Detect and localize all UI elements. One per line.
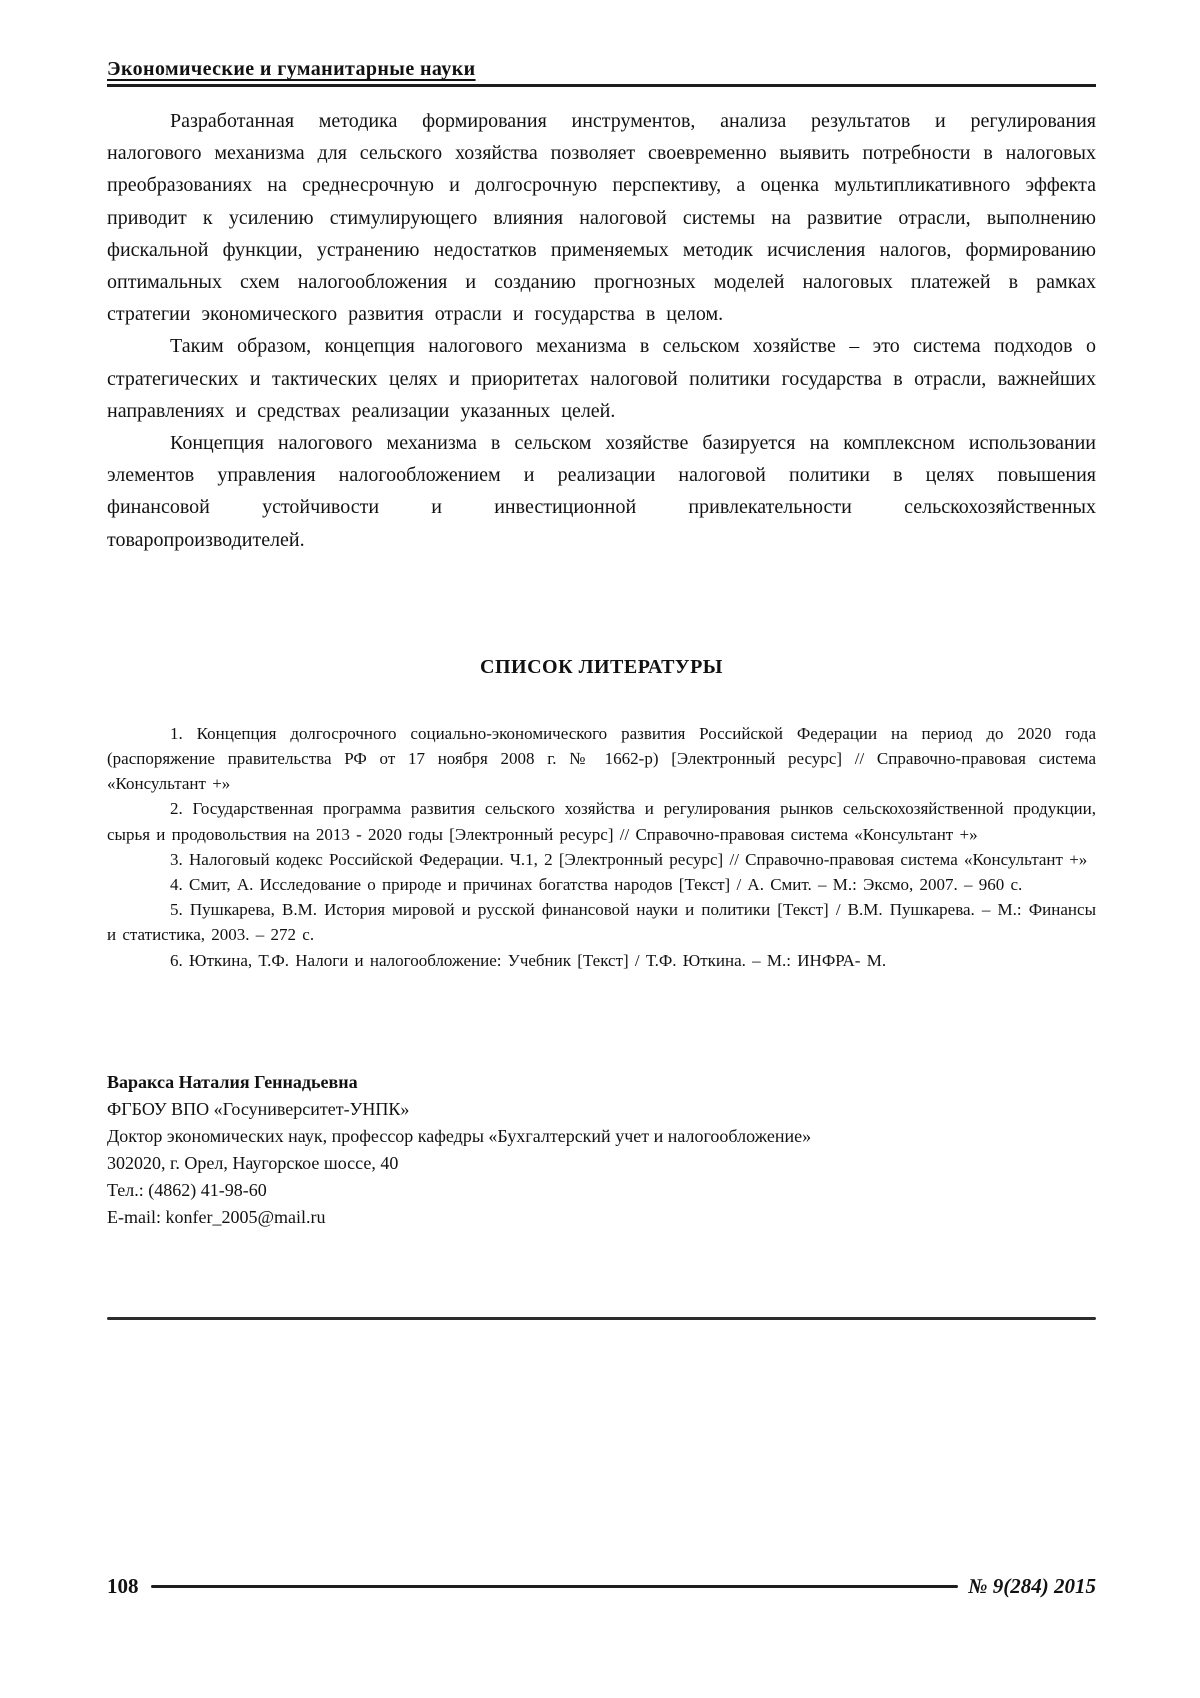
author-email: E-mail: konfer_2005@mail.ru bbox=[107, 1206, 326, 1227]
author-phone: Тел.: (4862) 41-98-60 bbox=[107, 1179, 267, 1200]
author-address: 302020, г. Орел, Наугорское шоссе, 40 bbox=[107, 1152, 399, 1173]
author-name: Варакса Наталия Геннадьевна bbox=[107, 1071, 358, 1092]
running-title: Экономические и гуманитарные науки bbox=[107, 58, 476, 80]
running-header bbox=[107, 58, 1096, 87]
reference-item: 6. Юткина, Т.Ф. Налоги и налогообложение: Учебник [Текст] / Т.Ф. Юткина. – М.: ИНФРА- М. bbox=[170, 950, 887, 970]
author-position: Доктор экономических наук, профессор кафедры «Бухгалтерский учет и налогообложение» bbox=[107, 1125, 812, 1146]
article-end-divider bbox=[107, 1317, 1096, 1320]
reference-item: 1. Концепция долгосрочного социально-экономического развития Российской Федерации на период до 2020 года (распоряжение правительства РФ от 17 ноября 2008 г. № 1662-р) [Электронный ресурс] // Справочно-правовая система «Консультант +» bbox=[107, 723, 1096, 794]
author-info-block bbox=[107, 1069, 1096, 1231]
reference-item: 2. Государственная программа развития сельского хозяйства и регулирования рынков сельскохозяйственной продукции, сырья и продовольствия на 2013 - 2020 годы [Электронный ресурс] // Справочно-правовая система «Консультант +» bbox=[107, 799, 1096, 844]
footer-rule bbox=[151, 1585, 959, 1588]
author-affiliation: ФГБОУ ВПО «Госуниверситет-УНПК» bbox=[107, 1098, 410, 1119]
page-number: 108 bbox=[107, 1574, 139, 1598]
reference-item: 4. Смит, А. Исследование о природе и причинах богатства народов [Текст] / А. Смит. – М.: Эксмо, 2007. – 960 с. bbox=[170, 875, 1023, 895]
body-paragraph: Концепция налогового механизма в сельском хозяйстве базируется на комплексном использовании элементов управления налогообложением и реализации налоговой политики в целях повышения финансовой устойчивости и инвестиционной привлекательности сельскохозяйственных товаропроизводителей. bbox=[107, 432, 1096, 551]
references-list bbox=[107, 721, 1096, 973]
body-paragraph: Таким образом, концепция налогового механизма в сельском хозяйстве – это система подходов о стратегических и тактических целях и приоритетах налоговой политики государства в отрасли, важнейших направлениях и средствах реализации указанных целей. bbox=[107, 335, 1096, 422]
body-paragraph: Разработанная методика формирования инструментов, анализа результатов и регулирования налогового механизма для сельского хозяйства позволяет своевременно выявить потребности в налоговых преобразованиях на среднесрочную и долгосрочную перспективу, а оценка мультипликативного эффекта приводит к усилению стимулирующего влияния налоговой системы на развитие отрасли, выполнению фискальной функции, устранению недостатков применяемых методик исчисления налогов, формированию оптимальных схем налогообложения и созданию прогнозных моделей налоговых платежей в рамках стратегии экономического развития отрасли и государства в целом. bbox=[107, 110, 1096, 326]
references-heading: СПИСОК ЛИТЕРАТУРЫ bbox=[480, 655, 723, 678]
article-content bbox=[0, 105, 1200, 1320]
reference-item: 5. Пушкарева, В.М. История мировой и русской финансовой науки и политики [Текст] / В.М. Пушкарева. – М.: Финансы и статистика, 2003. – 272 с. bbox=[107, 900, 1096, 945]
reference-item: 3. Налоговый кодекс Российской Федерации. Ч.1, 2 [Электронный ресурс] // Справочно-правовая система «Консультант +» bbox=[170, 849, 1088, 869]
issue-number: № 9(284) 2015 bbox=[968, 1574, 1096, 1598]
page-footer bbox=[107, 1574, 1096, 1599]
